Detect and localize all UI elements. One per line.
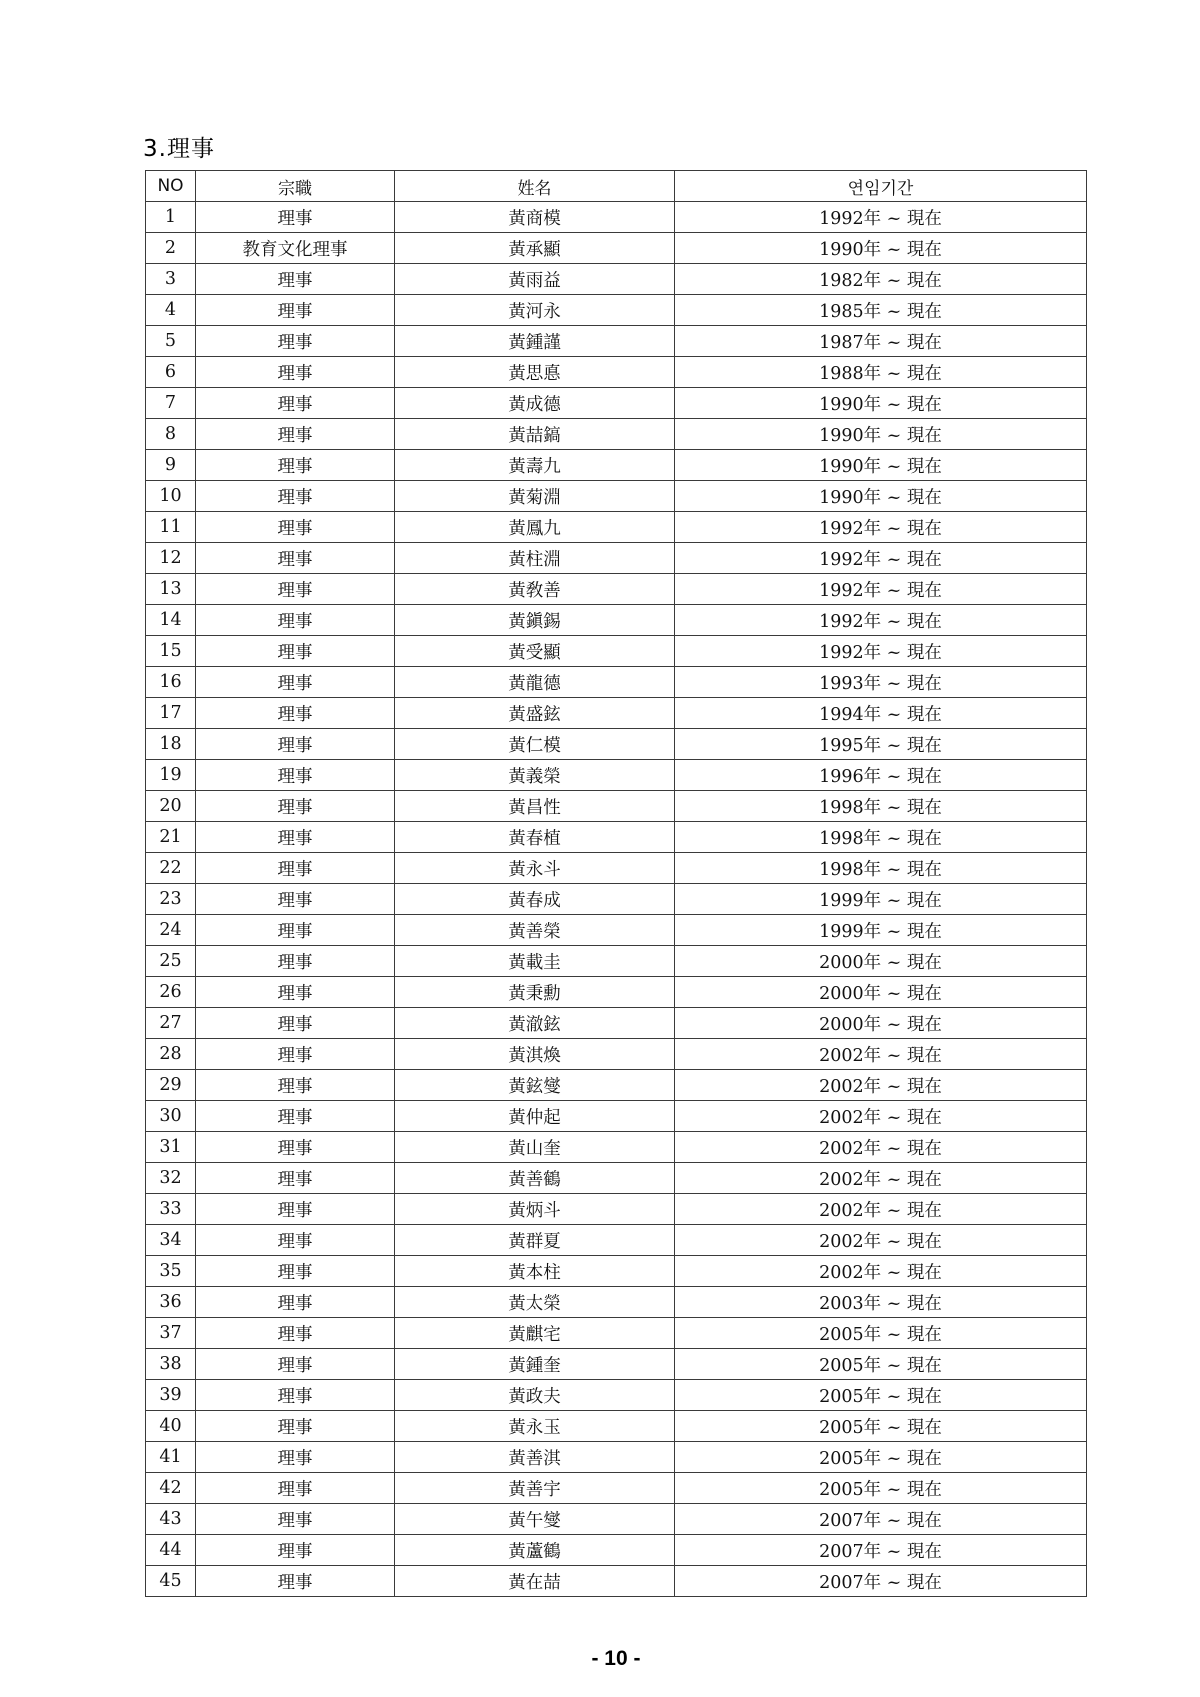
cell-no: 7: [146, 388, 196, 419]
table-row: [146, 481, 1087, 512]
cell-term: 2002年 ~ 現在: [675, 1163, 1087, 1194]
table-row: [146, 1194, 1087, 1225]
table-row: [146, 1101, 1087, 1132]
cell-position: 理事: [196, 977, 395, 1008]
table-row: [146, 357, 1087, 388]
cell-no: 42: [146, 1473, 196, 1504]
cell-position: 理事: [196, 264, 395, 295]
table-row: [146, 1132, 1087, 1163]
table-row: [146, 915, 1087, 946]
cell-position: 理事: [196, 1132, 395, 1163]
cell-term: 1992年 ~ 現在: [675, 543, 1087, 574]
table-row: [146, 1256, 1087, 1287]
cell-name: 黃善鶴: [395, 1163, 675, 1194]
cell-term: 2003年 ~ 現在: [675, 1287, 1087, 1318]
section-title: 3.理事: [143, 136, 215, 162]
cell-name: 黃政夫: [395, 1380, 675, 1411]
members-table: [145, 170, 1087, 1597]
cell-position: 理事: [196, 636, 395, 667]
cell-name: 黃菊淵: [395, 481, 675, 512]
table-row: [146, 1473, 1087, 1504]
cell-name: 黃喆鎬: [395, 419, 675, 450]
table-row: [146, 512, 1087, 543]
cell-name: 黃鍾奎: [395, 1349, 675, 1380]
table-row: [146, 1349, 1087, 1380]
cell-term: 2002年 ~ 現在: [675, 1194, 1087, 1225]
cell-position: 理事: [196, 1070, 395, 1101]
table-row: [146, 605, 1087, 636]
cell-term: 2005年 ~ 現在: [675, 1442, 1087, 1473]
cell-position: 理事: [196, 729, 395, 760]
table-row: [146, 202, 1087, 233]
cell-no: 18: [146, 729, 196, 760]
cell-no: 36: [146, 1287, 196, 1318]
cell-position: 理事: [196, 1008, 395, 1039]
cell-position: 理事: [196, 1287, 395, 1318]
cell-no: 33: [146, 1194, 196, 1225]
cell-no: 28: [146, 1039, 196, 1070]
cell-term: 1992年 ~ 現在: [675, 574, 1087, 605]
table-row: [146, 977, 1087, 1008]
cell-term: 1987年 ~ 現在: [675, 326, 1087, 357]
cell-position: 理事: [196, 1039, 395, 1070]
header-no: NO: [146, 171, 196, 202]
cell-name: 黃春成: [395, 884, 675, 915]
table-row: [146, 543, 1087, 574]
cell-term: 1994年 ~ 現在: [675, 698, 1087, 729]
cell-no: 6: [146, 357, 196, 388]
cell-term: 1992年 ~ 現在: [675, 636, 1087, 667]
cell-term: 2002年 ~ 現在: [675, 1070, 1087, 1101]
cell-term: 1992年 ~ 現在: [675, 512, 1087, 543]
table-row: [146, 264, 1087, 295]
table-row: [146, 388, 1087, 419]
cell-term: 2005年 ~ 現在: [675, 1349, 1087, 1380]
cell-position: 理事: [196, 419, 395, 450]
table-row: [146, 884, 1087, 915]
cell-position: 理事: [196, 512, 395, 543]
cell-name: 黃受顯: [395, 636, 675, 667]
table-body: [146, 202, 1087, 1597]
table-row: [146, 1380, 1087, 1411]
cell-term: 2002年 ~ 現在: [675, 1256, 1087, 1287]
cell-term: 2005年 ~ 現在: [675, 1411, 1087, 1442]
cell-no: 30: [146, 1101, 196, 1132]
table-row: [146, 636, 1087, 667]
table-row: [146, 853, 1087, 884]
cell-name: 黃善淇: [395, 1442, 675, 1473]
table-row: [146, 419, 1087, 450]
cell-position: 理事: [196, 946, 395, 977]
cell-position: 理事: [196, 884, 395, 915]
cell-no: 20: [146, 791, 196, 822]
cell-no: 19: [146, 760, 196, 791]
cell-term: 1998年 ~ 現在: [675, 822, 1087, 853]
cell-term: 2007年 ~ 現在: [675, 1566, 1087, 1597]
cell-no: 4: [146, 295, 196, 326]
cell-name: 黃麒宅: [395, 1318, 675, 1349]
cell-no: 26: [146, 977, 196, 1008]
table-row: [146, 1225, 1087, 1256]
table-row: [146, 450, 1087, 481]
cell-term: 1990年 ~ 現在: [675, 419, 1087, 450]
cell-name: 黃秉勳: [395, 977, 675, 1008]
cell-term: 1993年 ~ 現在: [675, 667, 1087, 698]
cell-position: 理事: [196, 574, 395, 605]
table-row: [146, 791, 1087, 822]
cell-name: 黃昌性: [395, 791, 675, 822]
cell-position: 理事: [196, 1566, 395, 1597]
cell-name: 黃蘆鶴: [395, 1535, 675, 1566]
table-row: [146, 1318, 1087, 1349]
cell-no: 37: [146, 1318, 196, 1349]
cell-position: 理事: [196, 605, 395, 636]
table-row: [146, 760, 1087, 791]
cell-term: 1999年 ~ 現在: [675, 884, 1087, 915]
table-row: [146, 233, 1087, 264]
cell-no: 24: [146, 915, 196, 946]
cell-term: 1999年 ~ 現在: [675, 915, 1087, 946]
cell-position: 理事: [196, 1256, 395, 1287]
cell-position: 理事: [196, 1442, 395, 1473]
cell-term: 1996年 ~ 現在: [675, 760, 1087, 791]
cell-term: 2005年 ~ 現在: [675, 1473, 1087, 1504]
cell-no: 17: [146, 698, 196, 729]
cell-term: 1998年 ~ 現在: [675, 853, 1087, 884]
cell-position: 理事: [196, 1194, 395, 1225]
header-name: 姓名: [395, 171, 675, 202]
cell-name: 黃永斗: [395, 853, 675, 884]
cell-term: 2007年 ~ 現在: [675, 1535, 1087, 1566]
cell-name: 黃善宇: [395, 1473, 675, 1504]
cell-no: 2: [146, 233, 196, 264]
cell-no: 16: [146, 667, 196, 698]
table-row: [146, 729, 1087, 760]
table-row: [146, 1163, 1087, 1194]
cell-name: 黃柱淵: [395, 543, 675, 574]
cell-position: 理事: [196, 481, 395, 512]
cell-term: 1985年 ~ 現在: [675, 295, 1087, 326]
cell-term: 2005年 ~ 現在: [675, 1380, 1087, 1411]
cell-name: 黃群夏: [395, 1225, 675, 1256]
table-header-row: [146, 171, 1087, 202]
cell-no: 41: [146, 1442, 196, 1473]
cell-no: 8: [146, 419, 196, 450]
cell-position: 理事: [196, 1535, 395, 1566]
table-row: [146, 946, 1087, 977]
header-position: 宗職: [196, 171, 395, 202]
cell-no: 44: [146, 1535, 196, 1566]
cell-no: 13: [146, 574, 196, 605]
page-number: - 10 -: [591, 1647, 641, 1670]
cell-name: 黃思悳: [395, 357, 675, 388]
cell-position: 理事: [196, 543, 395, 574]
cell-no: 12: [146, 543, 196, 574]
table-row: [146, 1411, 1087, 1442]
cell-position: 理事: [196, 791, 395, 822]
cell-term: 1992年 ~ 現在: [675, 605, 1087, 636]
cell-name: 黃午燮: [395, 1504, 675, 1535]
cell-term: 1990年 ~ 現在: [675, 450, 1087, 481]
cell-name: 黃載圭: [395, 946, 675, 977]
cell-no: 45: [146, 1566, 196, 1597]
table-row: [146, 1070, 1087, 1101]
cell-term: 2002年 ~ 現在: [675, 1101, 1087, 1132]
cell-name: 黃鎭錫: [395, 605, 675, 636]
cell-term: 1990年 ~ 現在: [675, 388, 1087, 419]
cell-no: 15: [146, 636, 196, 667]
cell-no: 32: [146, 1163, 196, 1194]
cell-name: 黃炳斗: [395, 1194, 675, 1225]
cell-name: 黃善榮: [395, 915, 675, 946]
cell-position: 理事: [196, 1349, 395, 1380]
cell-name: 黃山奎: [395, 1132, 675, 1163]
cell-no: 14: [146, 605, 196, 636]
cell-no: 5: [146, 326, 196, 357]
cell-position: 理事: [196, 202, 395, 233]
table-row: [146, 1039, 1087, 1070]
cell-name: 黃河永: [395, 295, 675, 326]
cell-term: 2000年 ~ 現在: [675, 977, 1087, 1008]
cell-position: 教育文化理事: [196, 233, 395, 264]
header-term: 연임기간: [675, 171, 1087, 202]
cell-name: 黃成德: [395, 388, 675, 419]
cell-name: 黃鍾謹: [395, 326, 675, 357]
cell-position: 理事: [196, 326, 395, 357]
cell-no: 35: [146, 1256, 196, 1287]
cell-no: 39: [146, 1380, 196, 1411]
cell-term: 2005年 ~ 現在: [675, 1318, 1087, 1349]
cell-term: 2007年 ~ 現在: [675, 1504, 1087, 1535]
cell-name: 黃仲起: [395, 1101, 675, 1132]
cell-no: 40: [146, 1411, 196, 1442]
cell-name: 黃商模: [395, 202, 675, 233]
cell-name: 黃太榮: [395, 1287, 675, 1318]
cell-no: 38: [146, 1349, 196, 1380]
cell-name: 黃仁模: [395, 729, 675, 760]
cell-position: 理事: [196, 667, 395, 698]
cell-term: 1992年 ~ 現在: [675, 202, 1087, 233]
table-row: [146, 574, 1087, 605]
cell-position: 理事: [196, 388, 395, 419]
cell-name: 黃壽九: [395, 450, 675, 481]
cell-no: 22: [146, 853, 196, 884]
cell-name: 黃盛鉉: [395, 698, 675, 729]
cell-term: 2002年 ~ 現在: [675, 1132, 1087, 1163]
cell-position: 理事: [196, 295, 395, 326]
cell-no: 29: [146, 1070, 196, 1101]
cell-no: 21: [146, 822, 196, 853]
cell-name: 黃澈鉉: [395, 1008, 675, 1039]
table-row: [146, 1008, 1087, 1039]
cell-position: 理事: [196, 1411, 395, 1442]
table-row: [146, 1504, 1087, 1535]
cell-no: 1: [146, 202, 196, 233]
cell-term: 1990年 ~ 現在: [675, 233, 1087, 264]
cell-name: 黃春植: [395, 822, 675, 853]
table-row: [146, 822, 1087, 853]
cell-position: 理事: [196, 915, 395, 946]
cell-position: 理事: [196, 1318, 395, 1349]
cell-position: 理事: [196, 698, 395, 729]
cell-no: 11: [146, 512, 196, 543]
cell-name: 黃鉉燮: [395, 1070, 675, 1101]
cell-term: 1995年 ~ 現在: [675, 729, 1087, 760]
table-row: [146, 326, 1087, 357]
table-row: [146, 1287, 1087, 1318]
cell-position: 理事: [196, 1473, 395, 1504]
cell-name: 黃義榮: [395, 760, 675, 791]
cell-term: 2000年 ~ 現在: [675, 1008, 1087, 1039]
cell-no: 27: [146, 1008, 196, 1039]
cell-position: 理事: [196, 357, 395, 388]
cell-position: 理事: [196, 760, 395, 791]
cell-no: 31: [146, 1132, 196, 1163]
cell-name: 黃雨益: [395, 264, 675, 295]
cell-name: 黃鳳九: [395, 512, 675, 543]
cell-name: 黃在喆: [395, 1566, 675, 1597]
cell-term: 1982年 ~ 現在: [675, 264, 1087, 295]
cell-position: 理事: [196, 1101, 395, 1132]
cell-no: 9: [146, 450, 196, 481]
cell-no: 43: [146, 1504, 196, 1535]
table-row: [146, 295, 1087, 326]
cell-position: 理事: [196, 450, 395, 481]
table-row: [146, 1442, 1087, 1473]
cell-term: 2002年 ~ 現在: [675, 1225, 1087, 1256]
table-row: [146, 1535, 1087, 1566]
cell-term: 2000年 ~ 現在: [675, 946, 1087, 977]
cell-position: 理事: [196, 1163, 395, 1194]
cell-term: 2002年 ~ 現在: [675, 1039, 1087, 1070]
table-row: [146, 698, 1087, 729]
cell-name: 黃淇煥: [395, 1039, 675, 1070]
cell-position: 理事: [196, 822, 395, 853]
cell-name: 黃本柱: [395, 1256, 675, 1287]
cell-no: 23: [146, 884, 196, 915]
cell-no: 25: [146, 946, 196, 977]
cell-position: 理事: [196, 1380, 395, 1411]
cell-name: 黃承顯: [395, 233, 675, 264]
cell-position: 理事: [196, 853, 395, 884]
cell-position: 理事: [196, 1225, 395, 1256]
cell-no: 10: [146, 481, 196, 512]
cell-no: 34: [146, 1225, 196, 1256]
cell-term: 1988年 ~ 現在: [675, 357, 1087, 388]
cell-name: 黃龍德: [395, 667, 675, 698]
cell-name: 黃敎善: [395, 574, 675, 605]
cell-position: 理事: [196, 1504, 395, 1535]
table-row: [146, 667, 1087, 698]
cell-term: 1990年 ~ 現在: [675, 481, 1087, 512]
cell-term: 1998年 ~ 現在: [675, 791, 1087, 822]
cell-name: 黃永玉: [395, 1411, 675, 1442]
table-row: [146, 1566, 1087, 1597]
cell-no: 3: [146, 264, 196, 295]
